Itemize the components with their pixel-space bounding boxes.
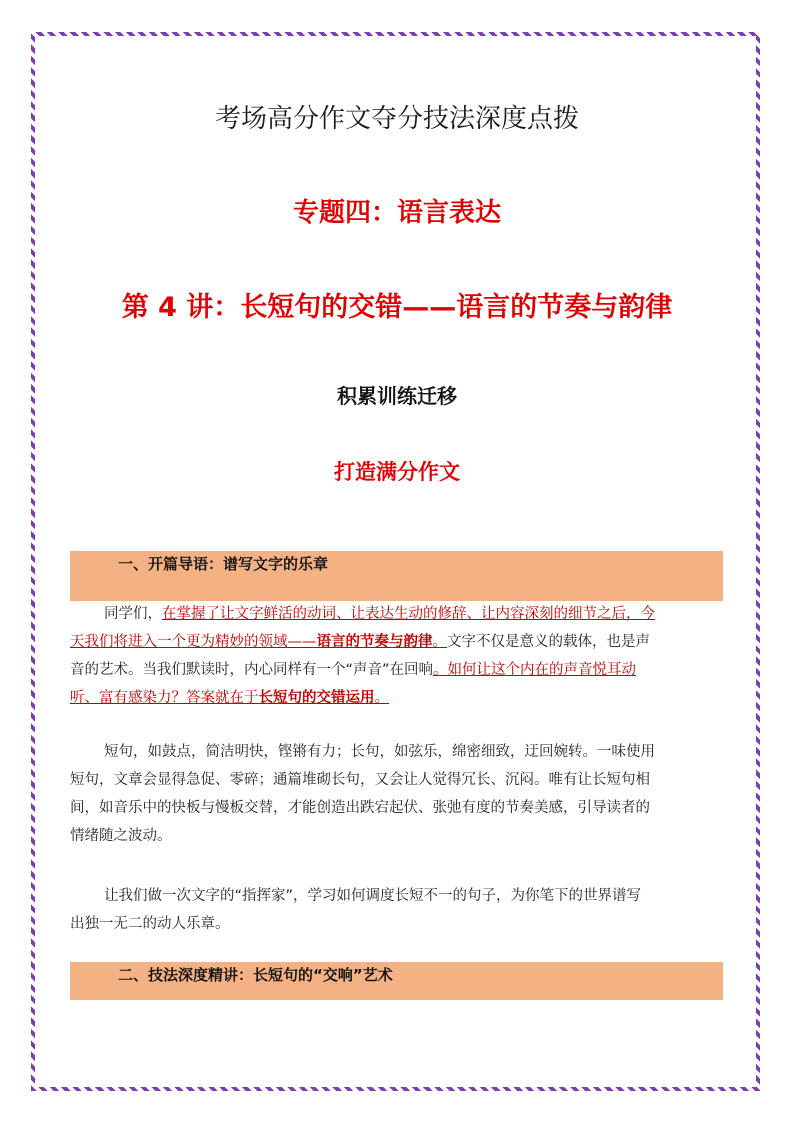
intro-highlight: 在掌握了让文字鲜活的动词、让表达生动的修辞、让内容深刻的细节之后，今 <box>162 606 655 622</box>
rhythm-line-3: 间，如音乐中的快板与慢板交替，才能创造出跌宕起伏、张弛有度的节奏美感，引导读者的 <box>70 800 650 816</box>
section-heading-2 <box>70 962 723 1000</box>
rhythm-line-2: 短句，文章会显得急促、零碎；通篇堆砌长句，又会让人觉得冗长、沉闷。唯有让长短句相 <box>70 772 650 788</box>
section-heading-1 <box>70 551 723 601</box>
conductor-line-1: 让我们做一次文字的“指挥家”，学习如何调度长短不一的句子，为你笔下的世界谱写 <box>104 888 642 904</box>
intro-text: 文字不仅是意义的载体，也是声 <box>447 634 650 650</box>
section-heading-2-text: 二、技法深度精讲：长短句的“交响”艺术 <box>118 966 393 984</box>
intro-line-2 <box>70 628 723 656</box>
topic-title: 专题四：语言表达 <box>292 198 501 228</box>
intro-line-3 <box>70 656 723 684</box>
intro-highlight: 天我们将进入一个更为精妙的领域—— <box>70 634 317 650</box>
intro-paragraph <box>70 600 723 712</box>
rhythm-line-4: 情绪随之波动。 <box>70 828 172 844</box>
intro-highlight: 。 <box>374 690 389 706</box>
subtitle-accumulate: 积累训练迁移 <box>337 384 457 408</box>
intro-highlight: 。 <box>432 634 447 650</box>
intro-line-4 <box>70 684 723 712</box>
intro-text: 同学们， <box>104 606 162 622</box>
intro-text: 音的艺术。当我们默读时，内心同样有一个“声音”在回响 <box>70 662 434 678</box>
intro-keyword: 长短句的交错运用 <box>258 690 375 706</box>
conductor-paragraph <box>70 882 723 938</box>
sentence-rhythm-paragraph <box>70 738 723 850</box>
conductor-line-2: 出独一无二的动人乐章。 <box>70 916 230 932</box>
intro-keyword: 语言的节奏与韵律 <box>316 634 433 650</box>
lecture-title: 第 4 讲：长短句的交错——语言的节奏与韵律 <box>121 292 673 323</box>
rhythm-line-1: 短句，如鼓点，简洁明快，铿锵有力；长句，如弦乐，绵密细致，迂回婉转。一味使用 <box>104 744 655 760</box>
intro-highlight: 听、富有感染力？答案就在于 <box>70 690 259 706</box>
subtitle-full-score: 打造满分作文 <box>334 460 460 484</box>
main-title: 考场高分作文夺分技法深度点拨 <box>214 104 579 134</box>
intro-highlight: 。如何让这个内在的声音悦耳动 <box>433 662 637 678</box>
section-heading-1-text: 一、开篇导语：谱写文字的乐章 <box>118 555 329 573</box>
intro-line-1 <box>70 600 723 628</box>
